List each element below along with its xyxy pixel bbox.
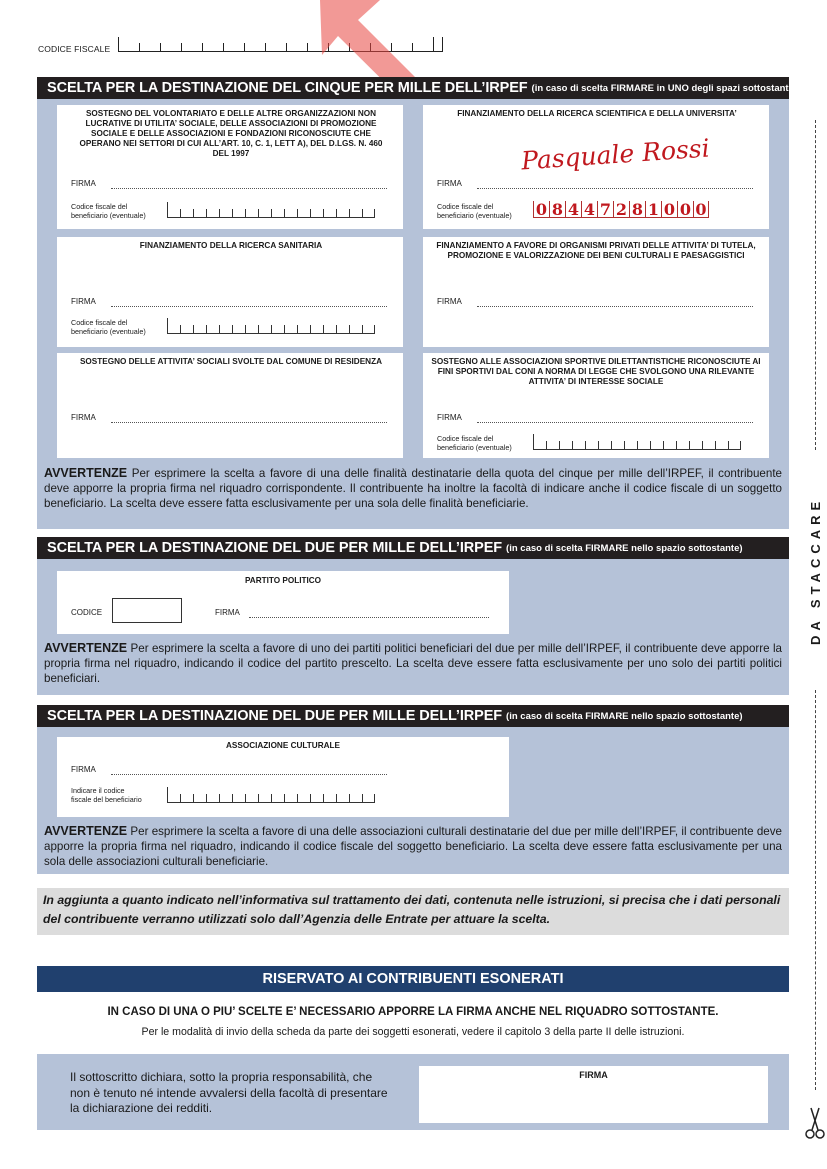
box-associazioni-sportive	[423, 353, 769, 458]
esonerati-header: RISERVATO AI CONTRIBUENTI ESONERATI	[37, 966, 789, 992]
firma-label: FIRMA	[437, 413, 462, 422]
box-ricerca-sanitaria	[57, 237, 403, 347]
box-title: FINANZIAMENTO A FAVORE DI ORGANISMI PRIVATI DELLE ATTIVITA’ DI TUTELA, PROMOZIONE E VALORIZZAZIONE DEI BENI CULTURALI E PAESAGGISTICI	[436, 241, 756, 260]
da-staccare-label: DA STACCARE	[808, 496, 823, 645]
esonerati-firma-box[interactable]	[419, 1066, 768, 1123]
box-title: FINANZIAMENTO DELLA RICERCA SANITARIA	[139, 241, 323, 250]
firma-label: FIRMA	[71, 297, 96, 306]
box-title: PARTITO POLITICO	[244, 576, 322, 585]
avvertenze-text: Per esprimere la scelta a favore di una delle associazioni culturali destinatarie del due per mille dell’IRPEF, il contribuente deve apporre la propria firma nel riquadro, indicando il codice fiscale del soggetto beneficiario. La scelta deve essere fatta esclusivamente per una sola delle associazioni culturali beneficiarie.	[44, 825, 782, 868]
section3-header	[37, 705, 789, 727]
privacy-note: In aggiunta a quanto indicato nell’informativa sul trattamento dei dati, contenuta nelle istruzioni, si precisa che i dati personali del contribuente verranno utilizzati solo dall’Agenzia delle Entrate per attuare la scelta.	[37, 888, 789, 935]
firma-label: FIRMA	[437, 297, 462, 306]
box-volontariato	[57, 105, 403, 229]
firma-label: FIRMA	[71, 413, 96, 422]
handwritten-signature: Pasquale Rossi	[520, 133, 711, 176]
box-partito-politico	[57, 571, 509, 634]
box-title: SOSTEGNO DEL VOLONTARIATO E DELLE ALTRE ORGANIZZAZIONI NON LUCRATIVE DI UTILITA’ SOCIALE, DELLE ASSOCIAZIONI DI PROMOZIONE SOCIALE E DELLE ASSOCIAZIONI E FONDAZIONI RICONOSCIUTE CHE OPERANO NEI SETTORI DI CUI ALL’ART. 10, C. 1, LETT A), DEL D.LGS. N. 460 DEL 1997	[79, 109, 383, 158]
section3-title: SCELTA PER LA DESTINAZIONE DEL DUE PER MILLE DELL’IRPEF	[47, 708, 503, 724]
esonerati-declaration: Il sottoscritto dichiara, sotto la propria responsabilità, che non è tenuto né intende avvalersi della facoltà di presentare la dichiarazione dei redditi.	[70, 1070, 388, 1115]
firma-label: FIRMA	[215, 608, 240, 617]
avvertenze-label: AVVERTENZE	[44, 641, 128, 655]
firma-label: FIRMA	[579, 1070, 608, 1080]
avvertenze-cinque	[44, 466, 782, 511]
codice-partito-input[interactable]	[112, 598, 182, 623]
firma-field[interactable]	[477, 306, 753, 307]
firma-label: FIRMA	[437, 179, 462, 188]
section2-title: SCELTA PER LA DESTINAZIONE DEL DUE PER MILLE DELL’IRPEF	[47, 540, 503, 556]
firma-field[interactable]	[111, 774, 387, 775]
codice-beneficiario-input[interactable]	[533, 435, 741, 450]
avvertenze-text: Per esprimere la scelta a favore di una delle finalità destinatarie della quota del cinque per mille dell’IRPEF, il contribuente deve apporre la propria firma nel riquadro corrispondente. Il contribuente ha inoltre la facoltà di indicare anche il codice fiscale di un soggetto beneficiario. La scelta deve essere fatta esclusivamente per una sola delle finalità beneficiarie.	[44, 467, 782, 510]
section2-subtitle: (in caso di scelta FIRMARE nello spazio sottostante)	[506, 542, 743, 554]
codice-label-1: Indicare il codice	[71, 786, 125, 795]
avvertenze-partito	[44, 641, 782, 686]
codice-label-1: Codice fiscale del	[71, 318, 128, 327]
codice-fiscale-label: CODICE FISCALE	[38, 44, 111, 54]
section1-header	[37, 77, 795, 99]
codice-beneficiario-input[interactable]	[167, 788, 375, 803]
firma-field[interactable]	[111, 306, 387, 307]
box-title: SOSTEGNO ALLE ASSOCIAZIONI SPORTIVE DILETTANTISTICHE RICONOSCIUTE AI FINI SPORTIVI DAL CONI A NORMA DI LEGGE CHE SVOLGONO UNA RILEVANTE ATTIVITA’ DI INTERESSE SOCIALE	[431, 357, 761, 386]
avvertenze-text: Per esprimere la scelta a favore di uno dei partiti politici beneficiari del due per mille dell’IRPEF, il contribuente deve apporre la propria firma nel riquadro, indicando il codice del partito prescelto. La scelta deve essere fatta esclusivamente per uno solo dei partiti politici beneficiari.	[44, 642, 782, 685]
firma-field[interactable]	[111, 188, 387, 189]
avvertenze-label: AVVERTENZE	[44, 466, 128, 480]
cut-line-bottom	[815, 690, 816, 1090]
box-ricerca-scientifica	[423, 105, 769, 229]
firma-field[interactable]	[477, 188, 753, 189]
codice-label-2: beneficiario (eventuale)	[437, 210, 512, 220]
codice-beneficiario-input[interactable]	[167, 203, 375, 218]
codice-beneficiario-filled[interactable]: 0 8 4 4 7 2 8 1 0 0 0	[533, 201, 709, 218]
firma-label: FIRMA	[71, 765, 96, 774]
cut-line-top	[815, 120, 816, 450]
box-beni-culturali	[423, 237, 769, 347]
codice-beneficiario-input[interactable]	[167, 319, 375, 334]
esonerati-line1: IN CASO DI UNA O PIU’ SCELTE E’ NECESSARIO APPORRE LA FIRMA ANCHE NEL RIQUADRO SOTTOSTANTE.	[107, 1006, 719, 1018]
firma-field[interactable]	[477, 422, 753, 423]
box-title: SOSTEGNO DELLE ATTIVITA’ SOCIALI SVOLTE DAL COMUNE DI RESIDENZA	[79, 357, 383, 366]
section3-subtitle: (in caso di scelta FIRMARE nello spazio sottostante)	[506, 710, 743, 722]
box-title: ASSOCIAZIONE CULTURALE	[225, 741, 341, 750]
section2-header	[37, 537, 789, 559]
codice-label-2: beneficiario (eventuale)	[71, 210, 146, 220]
section1-title: SCELTA PER LA DESTINAZIONE DEL CINQUE PER MILLE DELL’IRPEF	[47, 80, 528, 96]
codice-label-1: Codice fiscale del	[71, 202, 128, 211]
codice-label-1: Codice fiscale del	[437, 202, 494, 211]
firma-field[interactable]	[249, 617, 489, 618]
avvertenze-label: AVVERTENZE	[44, 824, 128, 838]
esonerati-line2: Per le modalità di invio della scheda da parte dei soggetti esonerati, vedere il capitolo 3 della parte II delle istruzioni.	[141, 1026, 685, 1038]
codice-label-2: beneficiario (eventuale)	[71, 326, 146, 336]
avvertenze-culturale	[44, 824, 782, 869]
codice-label-2: fiscale del beneficiario	[71, 794, 142, 804]
box-title: FINANZIAMENTO DELLA RICERCA SCIENTIFICA E DELLA UNIVERSITA’	[457, 109, 737, 118]
firma-field[interactable]	[111, 422, 387, 423]
codice-label-1: Codice fiscale del	[437, 434, 494, 443]
scissors-icon	[803, 1105, 827, 1141]
codice-label: CODICE	[71, 608, 103, 617]
box-comune-residenza	[57, 353, 403, 458]
box-associazione-culturale	[57, 737, 509, 817]
section1-subtitle: (in caso di scelta FIRMARE in UNO degli spazi sottostanti)	[531, 82, 795, 94]
codice-label-2: beneficiario (eventuale)	[437, 442, 512, 452]
firma-label: FIRMA	[71, 179, 96, 188]
